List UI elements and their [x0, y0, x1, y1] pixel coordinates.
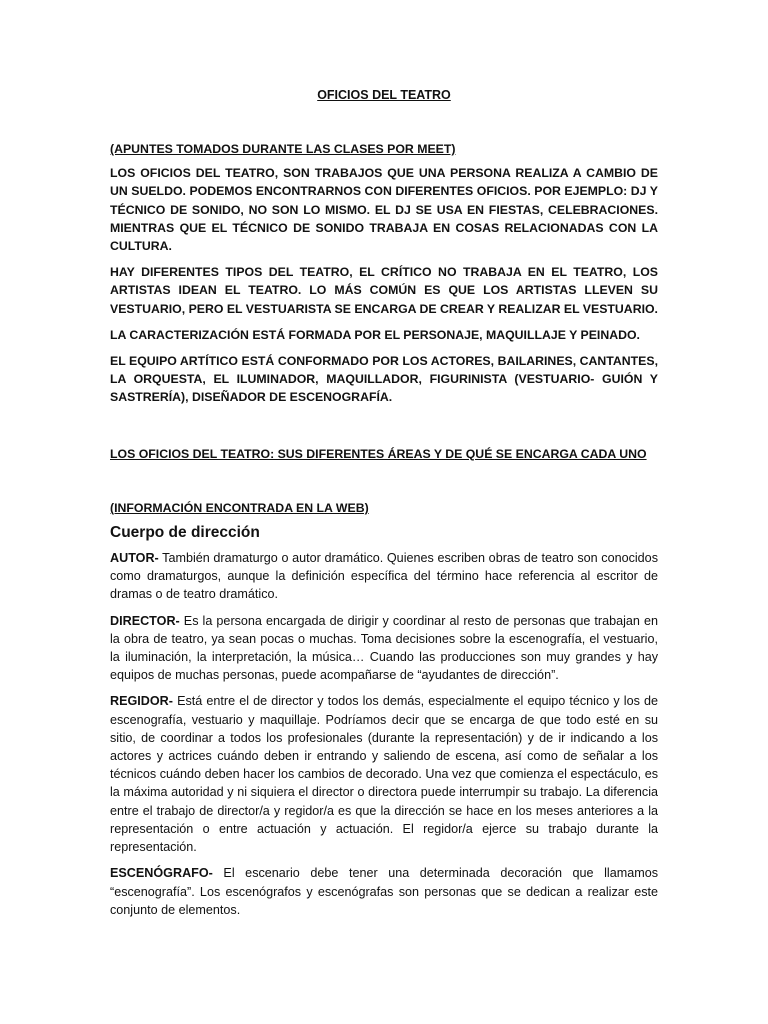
entry-autor [110, 549, 658, 604]
entry-text: El escenario debe tener una determinada decoración que llamamos “escenografía”. Los escenógrafos y escenógrafas son personas que se dedican a realizar este conjunto de elementos. [110, 866, 658, 917]
document-title-text: OFICIOS DEL TEATRO [317, 88, 451, 102]
subheading-cuerpo-de-direccion: Cuerpo de dirección [110, 524, 260, 542]
document-title [110, 86, 658, 104]
notes-paragraph-4: EL EQUIPO ARTÍTICO ESTÁ CONFORMADO POR LOS ACTORES, BAILARINES, CANTANTES, LA ORQUESTA, EL ILUMINADOR, MAQUILLADOR, FIGURINISTA (VESTUARIO- GUIÓN Y SASTRERÍA), DISEÑADOR DE ESCENOGRAFÍA. [110, 354, 658, 405]
entry-regidor [110, 692, 658, 856]
entry-term: ESCENÓGRAFO- [110, 866, 213, 881]
entry-text: Es la persona encargada de dirigir y coordinar al resto de personas que trabajan en la obra de teatro, ya sean pocas o muchas. Toma decisiones sobre la escenografía, el vestuario, la iluminación, la interpretación, la música… Cuando las producciones son muy grandes y hay equipos de muchas personas, puede acompañarse de “ayudantes de dirección”. [110, 613, 658, 683]
entry-term: DIRECTOR- [110, 613, 180, 628]
entry-escenografo [110, 864, 658, 919]
notes-paragraph-2: HAY DIFERENTES TIPOS DEL TEATRO, EL CRÍTICO NO TRABAJA EN EL TEATRO, LOS ARTISTAS IDEAN EL TEATRO. LO MÁS COMÚN ES QUE LOS ARTISTAS LLEVEN SU VESTUARIO, PERO EL VESTUARISTA SE ENCARGA DE CREAR Y REALIZAR EL VESTUARIO. [110, 265, 658, 316]
notes-paragraph-3: LA CARACTERIZACIÓN ESTÁ FORMADA POR EL PERSONAJE, MAQUILLAJE Y PEINADO. [110, 327, 640, 342]
notes-paragraph-1: LOS OFICIOS DEL TEATRO, SON TRABAJOS QUE UNA PERSONA REALIZA A CAMBIO DE UN SUELDO. PODEMOS ENCONTRARNOS CON DIFERENTES OFICIOS. POR EJEMPLO: DJ Y TÉCNICO DE SONIDO, NO SON LO MISMO. EL DJ SE USA EN FIESTAS, CELEBRACIONES. MIENTRAS QUE EL TÉCNICO DE SONIDO TRABAJA EN COSAS RELACIONADAS CON LA CULTURA. [110, 166, 658, 254]
entry-term: AUTOR- [110, 551, 159, 566]
section-title [110, 445, 658, 463]
document-content [110, 86, 658, 919]
entry-text: Está entre el de director y todos los demás, especialmente el equipo técnico y los de escenografía, vestuario y maquillaje. Podríamos decir que se encarga de que todo esté en su sitio, de coordinar a todos los profesionales (durante la representación) y de ir indicando a los actores y actrices cuándo deben ir entrando y saliendo de escena, así como de señalar a los técnicos cuándo deben hacer los cambios de decorado. Una vez que comienza el espectáculo, es la máxima autoridad y ni siquiera el director o directora puede interrumpir su trabajo. La diferencia entre el trabajo de director/a y regidor/a es que la dirección se hace en los meses anteriores a la representación o entre actuación y actuación. El regidor/a ejerce su trabajo durante la representación. [110, 694, 658, 855]
entry-text: También dramaturgo o autor dramático. Quienes escriben obras de teatro son conocidos como dramaturgos, aunque la definición específica del término hace referencia al escritor de dramas o de teatro dramático. [110, 551, 658, 602]
notes-heading: (APUNTES TOMADOS DURANTE LAS CLASES POR MEET) [110, 142, 456, 156]
entry-term: REGIDOR- [110, 694, 173, 709]
section-title-text: LOS OFICIOS DEL TEATRO: SUS DIFERENTES ÁREAS Y DE QUÉ SE ENCARGA CADA UNO [110, 446, 647, 461]
web-heading: (INFORMACIÓN ENCONTRADA EN LA WEB) [110, 500, 369, 515]
entry-director [110, 612, 658, 685]
